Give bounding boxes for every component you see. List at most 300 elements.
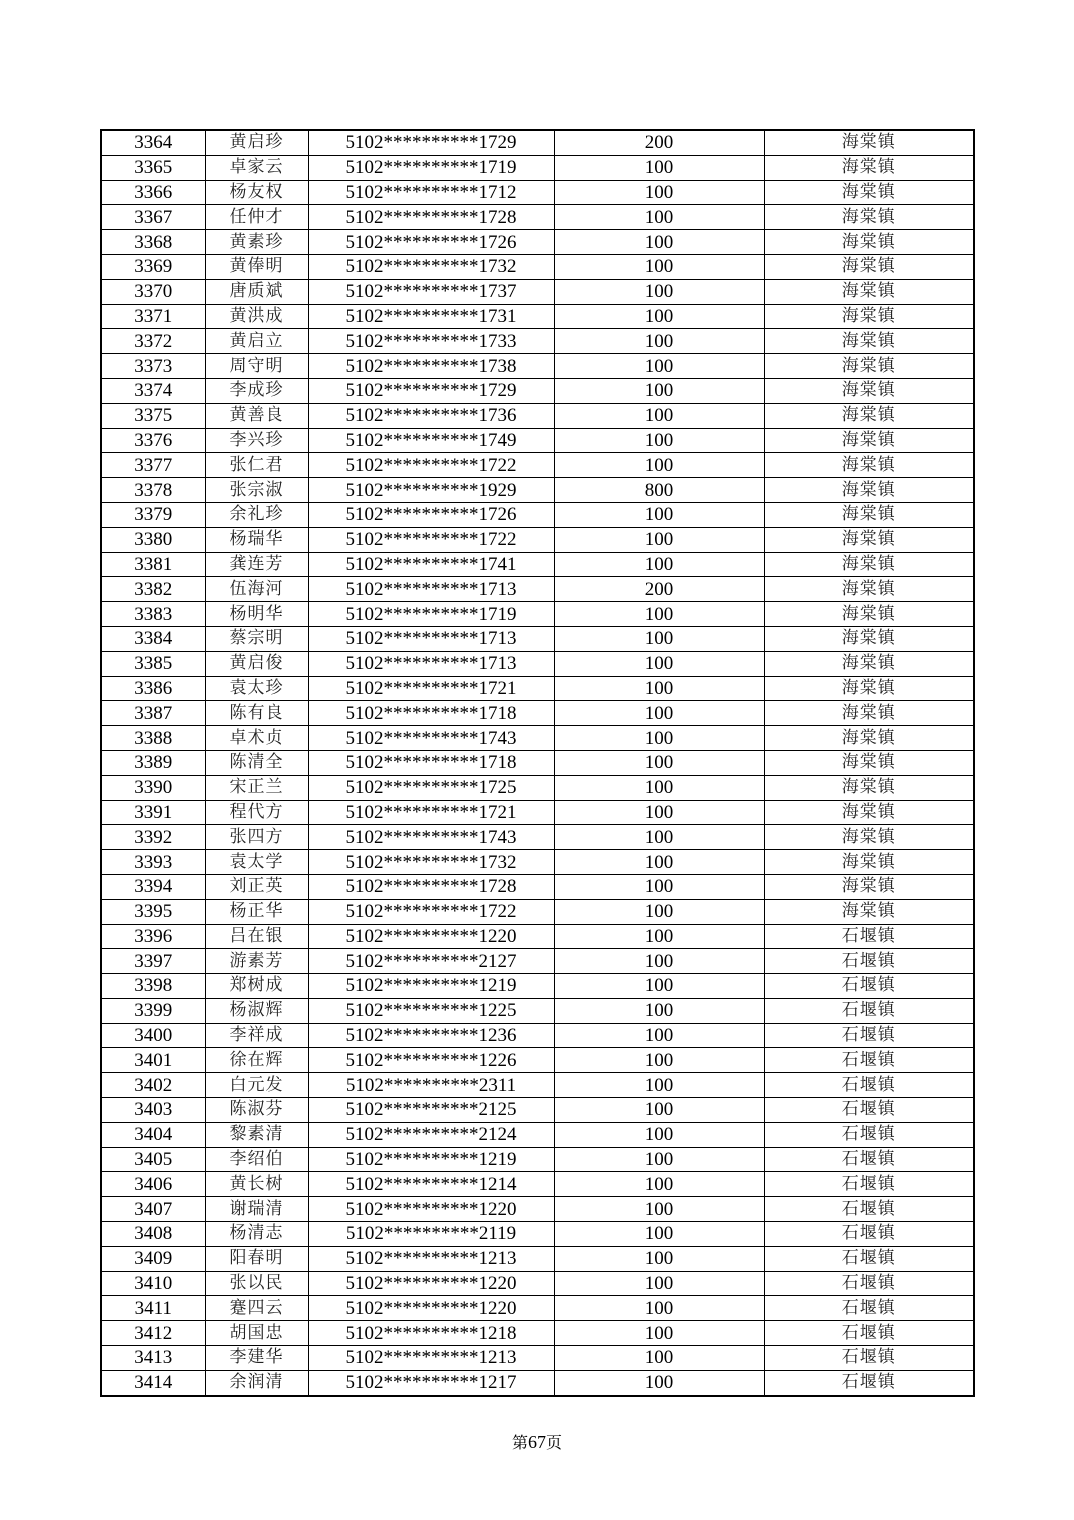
id-number-cell: 5102**********1733 — [308, 329, 554, 354]
table-row — [101, 502, 974, 527]
row-number-cell: 3406 — [101, 1172, 205, 1197]
table-row — [101, 1023, 974, 1048]
amount-cell: 100 — [554, 1271, 764, 1296]
name-cell: 杨正华 — [205, 899, 308, 924]
town-cell: 海棠镇 — [764, 478, 974, 503]
table-row — [101, 1147, 974, 1172]
name-cell: 游素芳 — [205, 949, 308, 974]
amount-cell: 100 — [554, 800, 764, 825]
row-number-cell: 3388 — [101, 726, 205, 751]
id-number-cell: 5102**********1725 — [308, 775, 554, 800]
table-row — [101, 850, 974, 875]
table-row — [101, 1321, 974, 1346]
row-number-cell: 3385 — [101, 651, 205, 676]
id-number-cell: 5102**********1213 — [308, 1246, 554, 1271]
name-cell: 袁太珍 — [205, 676, 308, 701]
town-cell: 石堰镇 — [764, 998, 974, 1023]
town-cell: 石堰镇 — [764, 1122, 974, 1147]
id-number-cell: 5102**********1213 — [308, 1346, 554, 1371]
id-number-cell: 5102**********1743 — [308, 825, 554, 850]
name-cell: 李成珍 — [205, 378, 308, 403]
row-number-cell: 3378 — [101, 478, 205, 503]
name-cell: 余礼珍 — [205, 502, 308, 527]
row-number-cell: 3380 — [101, 527, 205, 552]
id-number-cell: 5102**********1220 — [308, 924, 554, 949]
table-row — [101, 1271, 974, 1296]
name-cell: 张以民 — [205, 1271, 308, 1296]
amount-cell: 100 — [554, 1321, 764, 1346]
name-cell: 陈清全 — [205, 750, 308, 775]
id-number-cell: 5102**********1737 — [308, 279, 554, 304]
amount-cell: 100 — [554, 1098, 764, 1123]
row-number-cell: 3374 — [101, 378, 205, 403]
amount-cell: 100 — [554, 1197, 764, 1222]
name-cell: 谢瑞清 — [205, 1197, 308, 1222]
town-cell: 海棠镇 — [764, 279, 974, 304]
id-number-cell: 5102**********1726 — [308, 502, 554, 527]
id-number-cell: 5102**********1741 — [308, 552, 554, 577]
table-row — [101, 651, 974, 676]
id-number-cell: 5102**********1713 — [308, 651, 554, 676]
amount-cell: 100 — [554, 850, 764, 875]
row-number-cell: 3390 — [101, 775, 205, 800]
row-number-cell: 3373 — [101, 354, 205, 379]
page-number: 67 — [528, 1432, 546, 1452]
name-cell: 吕在银 — [205, 924, 308, 949]
id-number-cell: 5102**********1722 — [308, 453, 554, 478]
row-number-cell: 3392 — [101, 825, 205, 850]
id-number-cell: 5102**********1738 — [308, 354, 554, 379]
town-cell: 海棠镇 — [764, 775, 974, 800]
name-cell: 程代方 — [205, 800, 308, 825]
id-number-cell: 5102**********1728 — [308, 205, 554, 230]
name-cell: 唐质斌 — [205, 279, 308, 304]
table-row — [101, 577, 974, 602]
id-number-cell: 5102**********1721 — [308, 800, 554, 825]
table-row — [101, 354, 974, 379]
row-number-cell: 3393 — [101, 850, 205, 875]
row-number-cell: 3396 — [101, 924, 205, 949]
town-cell: 石堰镇 — [764, 1321, 974, 1346]
amount-cell: 100 — [554, 874, 764, 899]
table-row — [101, 800, 974, 825]
name-cell: 李建华 — [205, 1346, 308, 1371]
amount-cell: 800 — [554, 478, 764, 503]
name-cell: 黎素清 — [205, 1122, 308, 1147]
amount-cell: 100 — [554, 329, 764, 354]
page-prefix: 第 — [511, 1433, 528, 1452]
page-suffix: 页 — [546, 1433, 563, 1452]
id-number-cell: 5102**********1731 — [308, 304, 554, 329]
town-cell: 石堰镇 — [764, 1172, 974, 1197]
amount-cell: 100 — [554, 701, 764, 726]
amount-cell: 100 — [554, 1122, 764, 1147]
row-number-cell: 3376 — [101, 428, 205, 453]
town-cell: 海棠镇 — [764, 304, 974, 329]
table-row — [101, 527, 974, 552]
id-number-cell: 5102**********1749 — [308, 428, 554, 453]
amount-cell: 100 — [554, 502, 764, 527]
amount-cell: 100 — [554, 1370, 764, 1395]
id-number-cell: 5102**********2125 — [308, 1098, 554, 1123]
table-row — [101, 279, 974, 304]
name-cell: 陈有良 — [205, 701, 308, 726]
id-number-cell: 5102**********1220 — [308, 1296, 554, 1321]
name-cell: 卓家云 — [205, 155, 308, 180]
id-number-cell: 5102**********1214 — [308, 1172, 554, 1197]
table-row — [101, 453, 974, 478]
id-number-cell: 5102**********1732 — [308, 254, 554, 279]
row-number-cell: 3412 — [101, 1321, 205, 1346]
row-number-cell: 3364 — [101, 130, 205, 155]
id-number-cell: 5102**********1225 — [308, 998, 554, 1023]
id-number-cell: 5102**********1712 — [308, 180, 554, 205]
table-row — [101, 1098, 974, 1123]
town-cell: 海棠镇 — [764, 130, 974, 155]
row-number-cell: 3379 — [101, 502, 205, 527]
row-number-cell: 3394 — [101, 874, 205, 899]
row-number-cell: 3408 — [101, 1222, 205, 1247]
table-row — [101, 726, 974, 751]
table-row — [101, 155, 974, 180]
table-row — [101, 428, 974, 453]
row-number-cell: 3405 — [101, 1147, 205, 1172]
id-number-cell: 5102**********1718 — [308, 750, 554, 775]
town-cell: 海棠镇 — [764, 527, 974, 552]
amount-cell: 100 — [554, 552, 764, 577]
row-number-cell: 3395 — [101, 899, 205, 924]
amount-cell: 100 — [554, 676, 764, 701]
town-cell: 石堰镇 — [764, 1147, 974, 1172]
amount-cell: 100 — [554, 1172, 764, 1197]
name-cell: 黄洪成 — [205, 304, 308, 329]
table-row — [101, 478, 974, 503]
table-row — [101, 1222, 974, 1247]
amount-cell: 100 — [554, 1073, 764, 1098]
town-cell: 海棠镇 — [764, 155, 974, 180]
town-cell: 海棠镇 — [764, 874, 974, 899]
row-number-cell: 3407 — [101, 1197, 205, 1222]
row-number-cell: 3404 — [101, 1122, 205, 1147]
id-number-cell: 5102**********1713 — [308, 577, 554, 602]
subsidy-table — [100, 129, 975, 1397]
row-number-cell: 3414 — [101, 1370, 205, 1395]
id-number-cell: 5102**********1732 — [308, 850, 554, 875]
amount-cell: 100 — [554, 428, 764, 453]
name-cell: 宋正兰 — [205, 775, 308, 800]
town-cell: 海棠镇 — [764, 701, 974, 726]
name-cell: 刘正英 — [205, 874, 308, 899]
amount-cell: 100 — [554, 626, 764, 651]
town-cell: 石堰镇 — [764, 1098, 974, 1123]
town-cell: 海棠镇 — [764, 254, 974, 279]
table-row — [101, 378, 974, 403]
amount-cell: 100 — [554, 403, 764, 428]
table-row — [101, 1122, 974, 1147]
table-row — [101, 924, 974, 949]
name-cell: 黄启珍 — [205, 130, 308, 155]
row-number-cell: 3398 — [101, 974, 205, 999]
town-cell: 海棠镇 — [764, 676, 974, 701]
town-cell: 石堰镇 — [764, 1346, 974, 1371]
table-row — [101, 1370, 974, 1395]
name-cell: 李绍伯 — [205, 1147, 308, 1172]
table-row — [101, 750, 974, 775]
amount-cell: 100 — [554, 155, 764, 180]
amount-cell: 100 — [554, 974, 764, 999]
id-number-cell: 5102**********2127 — [308, 949, 554, 974]
name-cell: 余润清 — [205, 1370, 308, 1395]
amount-cell: 100 — [554, 726, 764, 751]
amount-cell: 100 — [554, 180, 764, 205]
name-cell: 伍海河 — [205, 577, 308, 602]
id-number-cell: 5102**********1236 — [308, 1023, 554, 1048]
id-number-cell: 5102**********1226 — [308, 1048, 554, 1073]
amount-cell: 100 — [554, 775, 764, 800]
table-row — [101, 998, 974, 1023]
table-row — [101, 676, 974, 701]
table-row — [101, 1246, 974, 1271]
town-cell: 石堰镇 — [764, 1023, 974, 1048]
table-row — [101, 775, 974, 800]
town-cell: 海棠镇 — [764, 230, 974, 255]
amount-cell: 100 — [554, 527, 764, 552]
row-number-cell: 3371 — [101, 304, 205, 329]
name-cell: 蔡宗明 — [205, 626, 308, 651]
name-cell: 胡国忠 — [205, 1321, 308, 1346]
town-cell: 海棠镇 — [764, 502, 974, 527]
id-number-cell: 5102**********1929 — [308, 478, 554, 503]
town-cell: 海棠镇 — [764, 329, 974, 354]
id-number-cell: 5102**********1722 — [308, 899, 554, 924]
amount-cell: 100 — [554, 949, 764, 974]
town-cell: 海棠镇 — [764, 750, 974, 775]
town-cell: 石堰镇 — [764, 1197, 974, 1222]
table-body — [101, 130, 974, 1396]
row-number-cell: 3409 — [101, 1246, 205, 1271]
id-number-cell: 5102**********2311 — [308, 1073, 554, 1098]
row-number-cell: 3389 — [101, 750, 205, 775]
table-row — [101, 254, 974, 279]
row-number-cell: 3401 — [101, 1048, 205, 1073]
row-number-cell: 3403 — [101, 1098, 205, 1123]
row-number-cell: 3370 — [101, 279, 205, 304]
amount-cell: 100 — [554, 230, 764, 255]
amount-cell: 100 — [554, 602, 764, 627]
amount-cell: 200 — [554, 130, 764, 155]
name-cell: 袁太学 — [205, 850, 308, 875]
row-number-cell: 3377 — [101, 453, 205, 478]
id-number-cell: 5102**********1728 — [308, 874, 554, 899]
amount-cell: 100 — [554, 998, 764, 1023]
name-cell: 任仲才 — [205, 205, 308, 230]
name-cell: 陈淑芬 — [205, 1098, 308, 1123]
row-number-cell: 3382 — [101, 577, 205, 602]
amount-cell: 100 — [554, 453, 764, 478]
row-number-cell: 3386 — [101, 676, 205, 701]
amount-cell: 200 — [554, 577, 764, 602]
town-cell: 海棠镇 — [764, 453, 974, 478]
id-number-cell: 5102**********1726 — [308, 230, 554, 255]
name-cell: 李兴珍 — [205, 428, 308, 453]
town-cell: 海棠镇 — [764, 205, 974, 230]
id-number-cell: 5102**********1729 — [308, 130, 554, 155]
id-number-cell: 5102**********1743 — [308, 726, 554, 751]
row-number-cell: 3383 — [101, 602, 205, 627]
amount-cell: 100 — [554, 1147, 764, 1172]
row-number-cell: 3375 — [101, 403, 205, 428]
name-cell: 郑树成 — [205, 974, 308, 999]
town-cell: 海棠镇 — [764, 577, 974, 602]
town-cell: 海棠镇 — [764, 651, 974, 676]
table-row — [101, 602, 974, 627]
name-cell: 阳春明 — [205, 1246, 308, 1271]
table-row — [101, 304, 974, 329]
table-row — [101, 130, 974, 155]
table-row — [101, 1172, 974, 1197]
table-row — [101, 1346, 974, 1371]
table-row — [101, 552, 974, 577]
name-cell: 白元发 — [205, 1073, 308, 1098]
town-cell: 石堰镇 — [764, 1296, 974, 1321]
row-number-cell: 3399 — [101, 998, 205, 1023]
table-row — [101, 899, 974, 924]
table-row — [101, 180, 974, 205]
table-row — [101, 329, 974, 354]
row-number-cell: 3391 — [101, 800, 205, 825]
id-number-cell: 5102**********1721 — [308, 676, 554, 701]
name-cell: 张四方 — [205, 825, 308, 850]
row-number-cell: 3367 — [101, 205, 205, 230]
row-number-cell: 3402 — [101, 1073, 205, 1098]
town-cell: 海棠镇 — [764, 428, 974, 453]
table-row — [101, 974, 974, 999]
name-cell: 龚连芳 — [205, 552, 308, 577]
table-row — [101, 1073, 974, 1098]
page-footer — [0, 1430, 1074, 1453]
town-cell: 海棠镇 — [764, 354, 974, 379]
row-number-cell: 3381 — [101, 552, 205, 577]
town-cell: 海棠镇 — [764, 800, 974, 825]
name-cell: 黄启俊 — [205, 651, 308, 676]
row-number-cell: 3387 — [101, 701, 205, 726]
table-row — [101, 874, 974, 899]
id-number-cell: 5102**********1218 — [308, 1321, 554, 1346]
amount-cell: 100 — [554, 354, 764, 379]
id-number-cell: 5102**********1219 — [308, 974, 554, 999]
town-cell: 海棠镇 — [764, 825, 974, 850]
town-cell: 石堰镇 — [764, 974, 974, 999]
name-cell: 黄俸明 — [205, 254, 308, 279]
name-cell: 黄长树 — [205, 1172, 308, 1197]
row-number-cell: 3366 — [101, 180, 205, 205]
row-number-cell: 3410 — [101, 1271, 205, 1296]
town-cell: 石堰镇 — [764, 1246, 974, 1271]
table-row — [101, 949, 974, 974]
id-number-cell: 5102**********1219 — [308, 1147, 554, 1172]
table-row — [101, 626, 974, 651]
name-cell: 杨友权 — [205, 180, 308, 205]
town-cell: 石堰镇 — [764, 924, 974, 949]
amount-cell: 100 — [554, 378, 764, 403]
id-number-cell: 5102**********1220 — [308, 1271, 554, 1296]
name-cell: 张宗淑 — [205, 478, 308, 503]
town-cell: 海棠镇 — [764, 626, 974, 651]
amount-cell: 100 — [554, 1296, 764, 1321]
row-number-cell: 3413 — [101, 1346, 205, 1371]
row-number-cell: 3411 — [101, 1296, 205, 1321]
amount-cell: 100 — [554, 924, 764, 949]
town-cell: 海棠镇 — [764, 602, 974, 627]
town-cell: 海棠镇 — [764, 726, 974, 751]
town-cell: 海棠镇 — [764, 552, 974, 577]
amount-cell: 100 — [554, 1048, 764, 1073]
amount-cell: 100 — [554, 1023, 764, 1048]
town-cell: 海棠镇 — [764, 403, 974, 428]
id-number-cell: 5102**********1220 — [308, 1197, 554, 1222]
name-cell: 杨明华 — [205, 602, 308, 627]
row-number-cell: 3368 — [101, 230, 205, 255]
amount-cell: 100 — [554, 899, 764, 924]
town-cell: 石堰镇 — [764, 1048, 974, 1073]
amount-cell: 100 — [554, 205, 764, 230]
row-number-cell: 3397 — [101, 949, 205, 974]
town-cell: 海棠镇 — [764, 180, 974, 205]
name-cell: 杨清志 — [205, 1222, 308, 1247]
table-row — [101, 825, 974, 850]
amount-cell: 100 — [554, 1346, 764, 1371]
name-cell: 黄素珍 — [205, 230, 308, 255]
town-cell: 石堰镇 — [764, 949, 974, 974]
id-number-cell: 5102**********1217 — [308, 1370, 554, 1395]
id-number-cell: 5102**********1729 — [308, 378, 554, 403]
id-number-cell: 5102**********2124 — [308, 1122, 554, 1147]
name-cell: 李祥成 — [205, 1023, 308, 1048]
table-row — [101, 1296, 974, 1321]
amount-cell: 100 — [554, 1246, 764, 1271]
table-row — [101, 205, 974, 230]
name-cell: 杨淑辉 — [205, 998, 308, 1023]
row-number-cell: 3365 — [101, 155, 205, 180]
name-cell: 杨瑞华 — [205, 527, 308, 552]
name-cell: 蹇四云 — [205, 1296, 308, 1321]
name-cell: 徐在辉 — [205, 1048, 308, 1073]
amount-cell: 100 — [554, 254, 764, 279]
id-number-cell: 5102**********1736 — [308, 403, 554, 428]
table-row — [101, 230, 974, 255]
row-number-cell: 3369 — [101, 254, 205, 279]
town-cell: 石堰镇 — [764, 1073, 974, 1098]
id-number-cell: 5102**********1722 — [308, 527, 554, 552]
name-cell: 黄启立 — [205, 329, 308, 354]
town-cell: 石堰镇 — [764, 1271, 974, 1296]
amount-cell: 100 — [554, 651, 764, 676]
id-number-cell: 5102**********1713 — [308, 626, 554, 651]
name-cell: 卓术贞 — [205, 726, 308, 751]
id-number-cell: 5102**********1719 — [308, 155, 554, 180]
name-cell: 张仁君 — [205, 453, 308, 478]
id-number-cell: 5102**********1719 — [308, 602, 554, 627]
name-cell: 黄善良 — [205, 403, 308, 428]
town-cell: 石堰镇 — [764, 1370, 974, 1395]
amount-cell: 100 — [554, 825, 764, 850]
table-row — [101, 1197, 974, 1222]
town-cell: 石堰镇 — [764, 1222, 974, 1247]
table-row — [101, 701, 974, 726]
id-number-cell: 5102**********2119 — [308, 1222, 554, 1247]
amount-cell: 100 — [554, 304, 764, 329]
town-cell: 海棠镇 — [764, 899, 974, 924]
